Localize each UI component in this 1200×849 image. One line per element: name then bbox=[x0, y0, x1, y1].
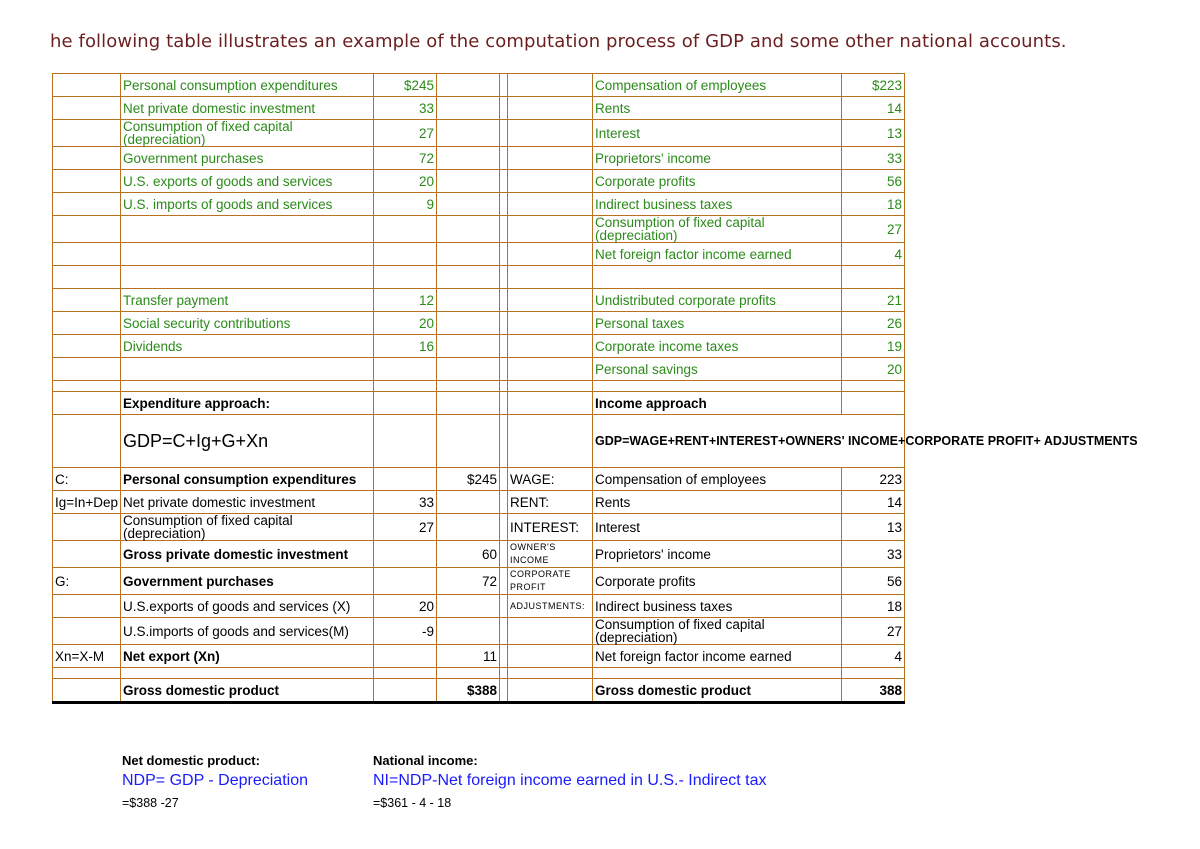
right-value: 27 bbox=[842, 216, 905, 243]
right-value: 388 bbox=[842, 679, 905, 703]
left-value-1 bbox=[374, 645, 437, 668]
left-value: 27 bbox=[374, 120, 437, 147]
gdp-computation-table bbox=[52, 73, 1138, 704]
left-value-1: -9 bbox=[374, 618, 437, 645]
left-value-2: 60 bbox=[437, 541, 500, 568]
right-item: Gross domestic product bbox=[593, 679, 842, 703]
left-value-2 bbox=[437, 514, 500, 541]
left-item: Consumption of fixed capital (depreciation) bbox=[121, 120, 374, 147]
left-value: 20 bbox=[374, 312, 437, 335]
right-value: 19 bbox=[842, 335, 905, 358]
table-row bbox=[53, 335, 905, 358]
right-item: Rents bbox=[593, 491, 842, 514]
right-code: OWNER'S INCOME bbox=[508, 541, 593, 568]
right-item: Net foreign factor income earned bbox=[593, 243, 842, 266]
left-value-1: 20 bbox=[374, 595, 437, 618]
approach-formula-row bbox=[53, 415, 905, 468]
left-item: Gross private domestic investment bbox=[121, 541, 374, 568]
left-code bbox=[53, 679, 121, 703]
left-code: G: bbox=[53, 568, 121, 595]
left-item: Gross domestic product bbox=[121, 679, 374, 703]
right-code: INTEREST: bbox=[508, 514, 593, 541]
left-value-2: 72 bbox=[437, 568, 500, 595]
expenditure-formula: GDP=C+Ig+G+Xn bbox=[121, 415, 374, 468]
right-value: 21 bbox=[842, 289, 905, 312]
left-item: Net export (Xn) bbox=[121, 645, 374, 668]
table-row bbox=[53, 618, 905, 645]
table-row bbox=[53, 216, 905, 243]
right-item: Interest bbox=[593, 120, 842, 147]
left-item: U.S. imports of goods and services bbox=[121, 193, 374, 216]
table-row bbox=[53, 74, 905, 97]
ndp-label: Net domestic product: bbox=[122, 753, 260, 768]
right-item: Proprietors' income bbox=[593, 541, 842, 568]
income-approach-title: Income approach bbox=[593, 392, 842, 415]
left-code bbox=[53, 514, 121, 541]
table-row bbox=[53, 491, 905, 514]
left-value-2: $388 bbox=[437, 679, 500, 703]
right-code: CORPORATE PROFIT bbox=[508, 568, 593, 595]
table-row-blank bbox=[53, 266, 905, 289]
table-row bbox=[53, 358, 905, 381]
left-item: U.S.imports of goods and services(M) bbox=[121, 618, 374, 645]
left-item: Dividends bbox=[121, 335, 374, 358]
left-value: $245 bbox=[374, 74, 437, 97]
left-item: Net private domestic investment bbox=[121, 97, 374, 120]
right-item: Corporate profits bbox=[593, 568, 842, 595]
right-code: ADJUSTMENTS: bbox=[508, 595, 593, 618]
left-value-1: 33 bbox=[374, 491, 437, 514]
left-item: Personal consumption expenditures bbox=[121, 74, 374, 97]
right-code: WAGE: bbox=[508, 468, 593, 491]
right-item: Personal taxes bbox=[593, 312, 842, 335]
right-item: Personal savings bbox=[593, 358, 842, 381]
left-value-1: 27 bbox=[374, 514, 437, 541]
left-item: U.S.exports of goods and services (X) bbox=[121, 595, 374, 618]
right-value: 18 bbox=[842, 595, 905, 618]
right-value: 33 bbox=[842, 147, 905, 170]
right-item: Corporate income taxes bbox=[593, 335, 842, 358]
left-item: Consumption of fixed capital (depreciation) bbox=[121, 514, 374, 541]
table-row bbox=[53, 541, 905, 568]
right-value: $223 bbox=[842, 74, 905, 97]
right-value: 223 bbox=[842, 468, 905, 491]
approach-title-row bbox=[53, 392, 905, 415]
left-value: 12 bbox=[374, 289, 437, 312]
right-value: 14 bbox=[842, 491, 905, 514]
left-value: 20 bbox=[374, 170, 437, 193]
left-item: Net private domestic investment bbox=[121, 491, 374, 514]
table-row bbox=[53, 289, 905, 312]
right-value: 13 bbox=[842, 120, 905, 147]
page-heading: he following table illustrates an example of the computation process of GDP and some other national accounts. bbox=[50, 31, 1067, 52]
left-value: 72 bbox=[374, 147, 437, 170]
left-item: Personal consumption expenditures bbox=[121, 468, 374, 491]
right-code bbox=[508, 618, 593, 645]
table-row-gap bbox=[53, 381, 905, 392]
right-value: 56 bbox=[842, 170, 905, 193]
table-row bbox=[53, 568, 905, 595]
right-value: 56 bbox=[842, 568, 905, 595]
left-item: Government purchases bbox=[121, 147, 374, 170]
table-row bbox=[53, 645, 905, 668]
right-item: Net foreign factor income earned bbox=[593, 645, 842, 668]
left-value-2 bbox=[437, 595, 500, 618]
table-row bbox=[53, 97, 905, 120]
table-row-total bbox=[53, 679, 905, 703]
right-item: Compensation of employees bbox=[593, 74, 842, 97]
left-value-1 bbox=[374, 568, 437, 595]
table-row bbox=[53, 120, 905, 147]
left-code bbox=[53, 618, 121, 645]
right-item: Interest bbox=[593, 514, 842, 541]
left-code bbox=[53, 595, 121, 618]
left-value-1 bbox=[374, 541, 437, 568]
right-code: RENT: bbox=[508, 491, 593, 514]
table-row bbox=[53, 312, 905, 335]
left-code: Xn=X-M bbox=[53, 645, 121, 668]
right-value: 4 bbox=[842, 243, 905, 266]
left-code: Ig=In+Dep bbox=[53, 491, 121, 514]
right-value: 4 bbox=[842, 645, 905, 668]
left-value-2 bbox=[437, 491, 500, 514]
right-code bbox=[508, 645, 593, 668]
right-value: 26 bbox=[842, 312, 905, 335]
left-value-1 bbox=[374, 679, 437, 703]
left-code bbox=[53, 541, 121, 568]
left-item: Transfer payment bbox=[121, 289, 374, 312]
left-item: Government purchases bbox=[121, 568, 374, 595]
left-value: 16 bbox=[374, 335, 437, 358]
right-item: Consumption of fixed capital (depreciation) bbox=[593, 216, 842, 243]
table-row bbox=[53, 243, 905, 266]
right-item: Indirect business taxes bbox=[593, 595, 842, 618]
left-item: U.S. exports of goods and services bbox=[121, 170, 374, 193]
left-value: 9 bbox=[374, 193, 437, 216]
right-item: Consumption of fixed capital (depreciation) bbox=[593, 618, 842, 645]
left-item: Social security contributions bbox=[121, 312, 374, 335]
ni-label: National income: bbox=[373, 753, 478, 768]
ni-formula: NI=NDP-Net foreign income earned in U.S.- Indirect tax bbox=[373, 772, 767, 789]
right-value: 27 bbox=[842, 618, 905, 645]
right-item: Rents bbox=[593, 97, 842, 120]
ndp-formula: NDP= GDP - Depreciation bbox=[122, 772, 308, 789]
table-row bbox=[53, 170, 905, 193]
right-item: Compensation of employees bbox=[593, 468, 842, 491]
right-item: Indirect business taxes bbox=[593, 193, 842, 216]
right-code bbox=[508, 679, 593, 703]
table-row bbox=[53, 514, 905, 541]
table-row bbox=[53, 595, 905, 618]
right-item: Proprietors' income bbox=[593, 147, 842, 170]
right-item: Undistributed corporate profits bbox=[593, 289, 842, 312]
left-value-1 bbox=[374, 468, 437, 491]
table-row bbox=[53, 468, 905, 491]
expenditure-approach-title: Expenditure approach: bbox=[121, 392, 374, 415]
table-row bbox=[53, 147, 905, 170]
left-value: 33 bbox=[374, 97, 437, 120]
right-value: 13 bbox=[842, 514, 905, 541]
ndp-calc: =$388 -27 bbox=[122, 796, 179, 810]
right-item: Corporate profits bbox=[593, 170, 842, 193]
right-value: 14 bbox=[842, 97, 905, 120]
income-formula: GDP=WAGE+RENT+INTEREST+OWNERS' INCOME+CORPORATE PROFIT+ ADJUSTMENTS bbox=[593, 415, 905, 468]
table-row-gap bbox=[53, 668, 905, 679]
right-value: 18 bbox=[842, 193, 905, 216]
left-value-2 bbox=[437, 618, 500, 645]
table-row bbox=[53, 193, 905, 216]
left-value-2: 11 bbox=[437, 645, 500, 668]
ni-calc: =$361 - 4 - 18 bbox=[373, 796, 452, 810]
right-value: 33 bbox=[842, 541, 905, 568]
left-code: C: bbox=[53, 468, 121, 491]
left-value-2: $245 bbox=[437, 468, 500, 491]
right-value: 20 bbox=[842, 358, 905, 381]
